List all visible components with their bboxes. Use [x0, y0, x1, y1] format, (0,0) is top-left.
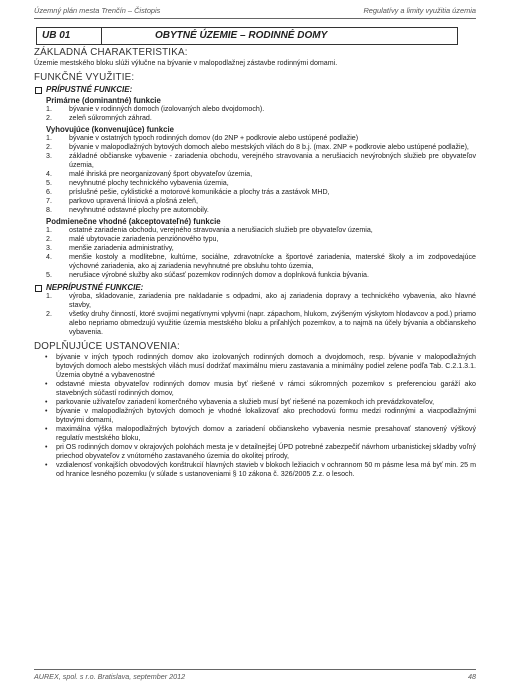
forbidden-heading-text: NEPRÍPUSTNÉ FUNKCIE:	[46, 283, 144, 292]
list-number: 6.	[46, 188, 52, 196]
bullet-item	[44, 398, 476, 407]
bullet-item	[44, 353, 476, 380]
list-number: 5.	[46, 271, 52, 279]
list-item	[46, 143, 476, 152]
block-title-box	[36, 27, 458, 45]
bullet-item-text: bývanie v iných typoch rodinných domov ako izolovaných rodinných domoch a dvojdomoch, resp. bývanie v malopodlažných bytových domoch alebo mestských vilách musí dodržať maximálnu mieru zastavania a minimálny podiel zelene podľa Tab. C.2.1.3.1. Územia obytné a vybavenostné	[56, 353, 476, 379]
primary-list	[34, 105, 476, 123]
bullet-item-text: odstavné miesta obyvateľov rodinných domov musia byť riešené v rámci súkromných pozemkov s preferenciou garáží ako stavebných súčastí rodinných domov,	[56, 380, 476, 397]
list-item-text: parkovo upravená líniová a plošná zeleň,	[69, 197, 198, 205]
bullet-item	[44, 425, 476, 443]
list-item	[46, 271, 476, 280]
block-name: OBYTNÉ ÚZEMIE – RODINNÉ DOMY	[155, 29, 328, 41]
list-number: 7.	[46, 197, 52, 205]
list-number: 1.	[46, 134, 52, 142]
bullet-icon: •	[45, 399, 48, 406]
bullet-item	[44, 380, 476, 398]
list-number: 5.	[46, 179, 52, 187]
list-item-text: menšie kostoly a modlitebne, kultúrne, sociálne, zdravotnícke a športové zariadenia, materské školy a im zodpovedajúce výchovné zariadenia, ako aj zariadenia nevyhnutné pre obsluhu tohto územia,	[69, 253, 476, 270]
list-item	[46, 188, 476, 197]
header-right: Regulatívy a limity využitia územia	[363, 6, 476, 15]
list-item-text: všetky druhy činností, ktoré svojimi negatívnymi vplyvmi (napr. zápachom, hlukom, zvýšeným výskytom hlodavcov a pod.) priamo alebo nepriamo obmedzujú využitie územia mestského bloku a priľahlých pozemkov, a to najmä na účely bývania a občianskeho vybavenia.	[69, 310, 476, 336]
list-item	[46, 114, 476, 123]
list-item-text: nerušiace výrobné služby ako súčasť pozemkov rodinných domov a doplnková funkcia bývania.	[69, 271, 369, 279]
list-item	[46, 253, 476, 271]
list-item	[46, 179, 476, 188]
list-item	[46, 105, 476, 114]
list-number: 3.	[46, 152, 52, 160]
list-number: 2.	[46, 143, 52, 151]
list-item-text: ostatné zariadenia obchodu, verejného stravovania a nerušiacich služieb pre obyvateľov územia,	[69, 226, 373, 234]
checkbox-square-icon	[35, 285, 42, 292]
bullet-icon: •	[45, 444, 48, 451]
forbidden-heading	[34, 283, 476, 292]
list-item-text: základné občianske vybavenie - zariadenia obchodu, verejného stravovania a nerušiacich nevýrobných služieb pre obyvateľov územia,	[69, 152, 476, 169]
bullet-item-text: pri OS rodinných domov v okrajových polohách mesta je v detailnejšej ÚPD potrebné zabezpečiť návrhom urbanistickej skladby voľný priechod obyvateľov z vnútorného zastavaného územia do okolitej prírody,	[56, 443, 476, 460]
block-code: UB 01	[42, 29, 71, 41]
list-item	[46, 152, 476, 170]
list-number: 1.	[46, 105, 52, 113]
char-text: Územie mestského bloku slúži výlučne na bývanie v malopodlažnej zástavbe rodinnými domami.	[34, 59, 338, 67]
list-number: 2.	[46, 235, 52, 243]
bullet-icon: •	[45, 408, 48, 415]
list-item-text: nevyhnutné plochy technického vybavenia územia,	[69, 179, 229, 187]
list-number: 8.	[46, 206, 52, 214]
bullet-item-text: parkovanie užívateľov zariadení komerčného vybavenia a služieb musí byť riešené na pozemkoch ich prevádzkovateľov,	[56, 398, 435, 406]
forbidden-list	[34, 292, 476, 337]
list-item	[46, 310, 476, 337]
list-item-text: zeleň súkromných záhrad.	[69, 114, 152, 122]
list-item	[46, 134, 476, 143]
bullet-item-text: vzdialenosť vonkajších obvodových konštrukcií hlavných stavieb v blokoch ležiacich v ochrannom 50 m pásme lesa má byť min. 25 m od hranice lesného pozemku (v súlade s ustanoveniami § 10 zákona č. 326/2005 Z.z. o lesoch.	[56, 461, 476, 478]
list-item	[46, 170, 476, 179]
footer-left: AUREX, spol. s r.o. Bratislava, september 2012	[34, 672, 186, 681]
page-number: 48	[468, 672, 476, 681]
list-item	[46, 197, 476, 206]
list-number: 1.	[46, 292, 52, 300]
list-item-text: nevyhnutné odstavné plochy pre automobily.	[69, 206, 209, 214]
header-left: Územný plán mesta Trenčín – Čistopis	[34, 6, 161, 15]
bullet-icon: •	[45, 354, 48, 361]
bullet-item	[44, 443, 476, 461]
list-item-text: bývanie v rodinných domoch (izolovaných alebo dvojdomoch).	[69, 105, 265, 113]
extra-heading: DOPLŇUJÚCE USTANOVENIA:	[34, 341, 180, 352]
extra-list	[34, 353, 476, 479]
footer-rule	[34, 669, 476, 670]
conditional-list	[34, 226, 476, 280]
list-item	[46, 292, 476, 310]
bullet-icon: •	[45, 426, 48, 433]
bullet-icon: •	[45, 381, 48, 388]
list-item	[46, 244, 476, 253]
allowed-heading	[34, 85, 476, 94]
list-item	[46, 226, 476, 235]
bullet-icon: •	[45, 462, 48, 469]
primary-heading: Primárne (dominantné) funkcie	[46, 96, 161, 105]
char-heading: ZÁKLADNÁ CHARAKTERISTIKA:	[34, 47, 188, 58]
list-number: 4.	[46, 253, 52, 261]
list-item-text: menšie zariadenia administratívy,	[69, 244, 174, 252]
list-number: 4.	[46, 170, 52, 178]
func-heading: FUNKČNÉ VYUŽITIE:	[34, 72, 135, 83]
allowed-heading-text: PRÍPUSTNÉ FUNKCIE:	[46, 85, 133, 94]
list-item	[46, 206, 476, 215]
list-item-text: malé ihriská pre neorganizovaný šport obyvateľov územia,	[69, 170, 253, 178]
suitable-heading: Vyhovujúce (konvenujúce) funkcie	[46, 125, 174, 134]
list-item	[46, 235, 476, 244]
bullet-item-text: maximálna výška malopodlažných bytových domov a zariadení občianskeho vybavenia nesmie presahovať stanovený výškový regulatív mestského bloku,	[56, 425, 476, 442]
list-item-text: bývanie v ostatných typoch rodinných domov (do 2NP + podkrovie alebo ustúpené podlažie)	[69, 134, 359, 142]
bullet-item	[44, 407, 476, 425]
header-rule	[34, 18, 476, 19]
list-item-text: bývanie v malopodlažných bytových domoch alebo mestských vilách do 8 b.j. (max. 2NP + podkrovie alebo ustúpené podlažie),	[69, 143, 469, 151]
bullet-item	[44, 461, 476, 479]
title-separator	[101, 28, 102, 44]
list-number: 2.	[46, 310, 52, 318]
list-number: 2.	[46, 114, 52, 122]
list-item-text: príslušné pešie, cyklistické a motorové komunikácie a plochy trás a zastávok MHD,	[69, 188, 330, 196]
page-content	[34, 48, 476, 479]
list-item-text: výroba, skladovanie, zariadenia pre nakladanie s odpadmi, ako aj zariadenia dopravy a technického vybavenia, ako hlavné stavby,	[69, 292, 476, 309]
conditional-heading: Podmienečne vhodné (akceptovateľné) funkcie	[46, 217, 221, 226]
suitable-list	[34, 134, 476, 215]
list-item-text: malé ubytovacie zariadenia penziónového typu,	[69, 235, 219, 243]
bullet-item-text: bývanie v malopodlažných bytových domoch je vhodné lokalizovať ako prechodovú formu medzi rodinnými a viacpodlažnými bytovými domami,	[56, 407, 476, 424]
list-number: 1.	[46, 226, 52, 234]
checkbox-square-icon	[35, 87, 42, 94]
list-number: 3.	[46, 244, 52, 252]
